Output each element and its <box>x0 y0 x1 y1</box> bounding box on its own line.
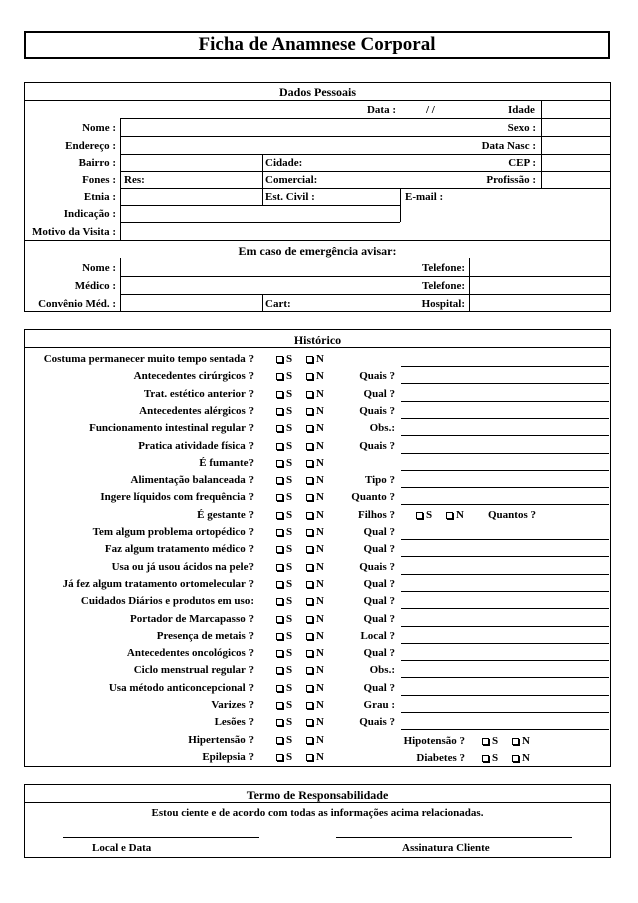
res-label: Res: <box>124 174 145 186</box>
follow-up-label: Qual ? <box>363 543 395 555</box>
follow-up-label: Quais ? <box>359 440 395 452</box>
checkbox-icon <box>306 529 313 536</box>
answer-line[interactable] <box>401 453 609 454</box>
historico-question: Usa método anticoncepcional ? <box>108 682 254 694</box>
checkbox-s[interactable]: S <box>276 388 292 400</box>
historico-question: Epilepsia ? <box>202 751 254 763</box>
checkbox-icon <box>276 685 283 692</box>
telefone-label: Telefone: <box>422 262 465 274</box>
diabetes-checkbox-s[interactable]: S <box>482 752 498 764</box>
hipotensao-checkbox-s[interactable]: S <box>482 735 498 747</box>
checkbox-icon <box>306 512 313 519</box>
hospital-label: Hospital: <box>421 298 465 310</box>
checkbox-icon <box>276 443 283 450</box>
checkbox-s[interactable]: S <box>276 613 292 625</box>
diabetes-checkbox-n[interactable]: N <box>512 752 530 764</box>
checkbox-s[interactable]: S <box>276 353 292 365</box>
checkbox-n[interactable]: N <box>306 682 324 694</box>
checkbox-icon <box>306 494 313 501</box>
checkbox-icon <box>306 425 313 432</box>
checkbox-s[interactable]: S <box>276 630 292 642</box>
historico-question: Usa ou já usou ácidos na pele? <box>111 561 254 573</box>
follow-up-label: Filhos ? <box>358 509 395 521</box>
checkbox-s[interactable]: S <box>276 682 292 694</box>
checkbox-s[interactable]: S <box>276 699 292 711</box>
convenio-label: Convênio Méd. : <box>38 298 116 310</box>
checkbox-s[interactable]: S <box>276 543 292 555</box>
checkbox-icon <box>306 564 313 571</box>
historico-question: Funcionamento intestinal regular ? <box>89 422 254 434</box>
answer-line[interactable] <box>401 470 609 471</box>
follow-up-label: Qual ? <box>363 647 395 659</box>
checkbox-icon <box>306 460 313 467</box>
checkbox-s[interactable]: S <box>276 370 292 382</box>
answer-line[interactable] <box>401 487 609 488</box>
checkbox-icon <box>276 754 283 761</box>
checkbox-icon <box>276 719 283 726</box>
checkbox-n[interactable]: N <box>306 491 324 503</box>
follow-up-label: Quais ? <box>359 370 395 382</box>
checkbox-icon <box>276 737 283 744</box>
profissao-label: Profissão : <box>486 174 536 186</box>
filhos-checkbox-s[interactable]: S <box>416 509 432 521</box>
checkbox-icon <box>306 616 313 623</box>
telefone2-label: Telefone: <box>422 280 465 292</box>
checkbox-icon <box>276 494 283 501</box>
answer-line[interactable] <box>401 643 609 644</box>
checkbox-icon <box>306 702 313 709</box>
dados-pessoais-title: Dados Pessoais <box>278 85 356 99</box>
bairro-label: Bairro : <box>78 157 116 169</box>
etnia-label: Etnia : <box>83 191 116 203</box>
endereco-field[interactable] <box>121 137 471 153</box>
answer-line[interactable] <box>401 574 609 575</box>
historico-question: É fumante? <box>199 457 254 469</box>
checkbox-n[interactable]: N <box>306 699 324 711</box>
checkbox-icon <box>306 356 313 363</box>
checkbox-s[interactable]: S <box>276 474 292 486</box>
idade-label: Idade <box>508 104 535 116</box>
checkbox-icon <box>276 477 283 484</box>
checkbox-s[interactable]: S <box>276 509 292 521</box>
historico-question: Trat. estético anterior ? <box>143 388 254 400</box>
checkbox-n[interactable]: N <box>306 561 324 573</box>
checkbox-icon <box>276 391 283 398</box>
historico-question: Pratica atividade física ? <box>138 440 254 452</box>
historico-question: Portador de Marcapasso ? <box>130 613 254 625</box>
follow-up-label: Quais ? <box>359 405 395 417</box>
comercial-label: Comercial: <box>265 174 318 186</box>
date-field[interactable]: / / <box>426 104 435 116</box>
answer-line[interactable] <box>401 626 609 627</box>
checkbox-icon <box>306 667 313 674</box>
hipotensao-checkbox-n[interactable]: N <box>512 735 530 747</box>
checkbox-n[interactable]: N <box>306 526 324 538</box>
historico-question: Antecedentes alérgicos ? <box>139 405 254 417</box>
follow-up-label: Quanto ? <box>351 491 395 503</box>
checkbox-icon <box>276 512 283 519</box>
checkbox-n[interactable]: N <box>306 716 324 728</box>
historico-question: Ciclo menstrual regular ? <box>133 664 254 676</box>
cidade-label: Cidade: <box>265 157 303 169</box>
answer-line[interactable] <box>401 418 609 419</box>
checkbox-n[interactable]: N <box>306 370 324 382</box>
checkbox-n[interactable]: N <box>306 647 324 659</box>
checkbox-icon <box>276 425 283 432</box>
follow-up-label: Qual ? <box>363 526 395 538</box>
checkbox-icon <box>306 633 313 640</box>
nome-label: Nome : <box>82 122 116 134</box>
checkbox-n[interactable]: N <box>306 578 324 590</box>
follow-up-label: Qual ? <box>363 613 395 625</box>
filhos-checkbox-n[interactable]: N <box>446 509 464 521</box>
page-title: Ficha de Anamnese Corporal <box>24 31 610 59</box>
answer-line[interactable] <box>401 729 609 730</box>
cart-label: Cart: <box>265 298 291 310</box>
checkbox-s[interactable]: S <box>276 734 292 746</box>
historico-question: Presença de metais ? <box>156 630 254 642</box>
answer-line[interactable] <box>401 677 609 678</box>
checkbox-icon <box>276 702 283 709</box>
termo-title: Termo de Responsabilidade <box>246 788 389 802</box>
checkbox-s[interactable]: S <box>276 578 292 590</box>
historico-question: É gestante ? <box>197 509 254 521</box>
follow-up-label: Tipo ? <box>364 474 395 486</box>
checkbox-icon <box>276 598 283 605</box>
checkbox-icon <box>276 408 283 415</box>
follow-up-label: Qual ? <box>363 578 395 590</box>
local-data-label: Local e Data <box>92 842 152 854</box>
checkbox-icon <box>306 754 313 761</box>
checkbox-n[interactable]: N <box>306 422 324 434</box>
follow-up-label: Local ? <box>360 630 395 642</box>
answer-line[interactable] <box>401 383 609 384</box>
checkbox-icon <box>306 581 313 588</box>
checkbox-n[interactable]: N <box>306 734 324 746</box>
follow-up-label: Quais ? <box>359 561 395 573</box>
checkbox-icon <box>306 598 313 605</box>
checkbox-s[interactable]: S <box>276 647 292 659</box>
follow-up-label: Qual ? <box>363 388 395 400</box>
historico-question: Antecedentes cirúrgicos ? <box>133 370 254 382</box>
historico-title: Histórico <box>293 333 342 347</box>
assinatura-label: Assinatura Cliente <box>402 842 490 854</box>
hipotensao-label: Hipotensão ? <box>403 735 465 747</box>
historico-question: Lesões ? <box>214 716 254 728</box>
checkbox-s[interactable]: S <box>276 457 292 469</box>
emergencia-nome-label: Nome : <box>82 262 116 274</box>
checkbox-n[interactable]: N <box>306 543 324 555</box>
checkbox-s[interactable]: S <box>276 405 292 417</box>
checkbox-icon <box>306 546 313 553</box>
checkbox-icon <box>306 408 313 415</box>
historico-question: Varizes ? <box>211 699 254 711</box>
checkbox-s[interactable]: S <box>276 440 292 452</box>
local-data-line[interactable] <box>63 837 259 838</box>
termo-statement: Estou ciente e de acordo com todas as informações acima relacionadas. <box>151 807 484 819</box>
diabetes-label: Diabetes ? <box>416 752 465 764</box>
checkbox-s[interactable]: S <box>276 751 292 763</box>
historico-question: Alimentação balanceada ? <box>130 474 254 486</box>
follow-up-label: Qual ? <box>363 682 395 694</box>
checkbox-s[interactable]: S <box>276 526 292 538</box>
checkbox-icon <box>306 477 313 484</box>
historico-question: Hipertensão ? <box>188 734 254 746</box>
checkbox-n[interactable]: N <box>306 474 324 486</box>
checkbox-s[interactable]: S <box>276 716 292 728</box>
checkbox-icon <box>276 564 283 571</box>
checkbox-icon <box>306 391 313 398</box>
checkbox-s[interactable]: S <box>276 664 292 676</box>
answer-line[interactable] <box>401 591 609 592</box>
checkbox-n[interactable]: N <box>306 457 324 469</box>
checkbox-icon <box>306 373 313 380</box>
email-label: E-mail : <box>405 191 444 203</box>
answer-line[interactable] <box>401 504 609 505</box>
checkbox-icon <box>276 667 283 674</box>
checkbox-n[interactable]: N <box>306 353 324 365</box>
checkbox-s[interactable]: S <box>276 491 292 503</box>
follow-up-label: Grau : <box>363 699 395 711</box>
checkbox-icon <box>306 443 313 450</box>
historico-question: Costuma permanecer muito tempo sentada ? <box>43 353 254 365</box>
checkbox-n[interactable]: N <box>306 405 324 417</box>
answer-line[interactable] <box>401 712 609 713</box>
endereco-label: Endereço : <box>65 140 116 152</box>
checkbox-n[interactable]: N <box>306 509 324 521</box>
checkbox-icon <box>306 685 313 692</box>
est-civil-label: Est. Civil : <box>265 191 315 203</box>
sexo-label: Sexo : <box>507 122 536 134</box>
answer-line[interactable] <box>401 539 609 540</box>
indicacao-label: Indicação : <box>63 208 116 220</box>
checkbox-s[interactable]: S <box>276 595 292 607</box>
checkbox-n[interactable]: N <box>306 630 324 642</box>
checkbox-icon <box>306 737 313 744</box>
medico-label: Médico : <box>74 280 116 292</box>
answer-line[interactable] <box>401 401 609 402</box>
checkbox-s[interactable]: S <box>276 561 292 573</box>
checkbox-icon <box>276 529 283 536</box>
follow-up-label: Quais ? <box>359 716 395 728</box>
answer-line[interactable] <box>401 660 609 661</box>
answer-line[interactable] <box>401 435 609 436</box>
checkbox-icon <box>276 633 283 640</box>
historico-question: Cuidados Diários e produtos em uso: <box>80 595 254 607</box>
follow-up-label: Qual ? <box>363 595 395 607</box>
follow-up-label: Obs.: <box>369 422 395 434</box>
answer-line[interactable] <box>401 366 609 367</box>
checkbox-icon <box>306 650 313 657</box>
checkbox-icon <box>276 581 283 588</box>
fones-label: Fones : <box>82 174 116 186</box>
quantos-label: Quantos ? <box>488 509 536 521</box>
checkbox-icon <box>306 719 313 726</box>
answer-line[interactable] <box>401 695 609 696</box>
historico-question: Já fez algum tratamento ortomelecular ? <box>62 578 254 590</box>
checkbox-icon <box>276 546 283 553</box>
historico-question: Faz algum tratamento médico ? <box>104 543 254 555</box>
checkbox-n[interactable]: N <box>306 440 324 452</box>
data-nasc-label: Data Nasc : <box>481 140 536 152</box>
cep-label: CEP : <box>508 157 536 169</box>
checkbox-icon <box>276 616 283 623</box>
historico-question: Ingere líquidos com frequência ? <box>100 491 254 503</box>
answer-line[interactable] <box>401 556 609 557</box>
checkbox-n[interactable]: N <box>306 751 324 763</box>
emergencia-title: Em caso de emergência avisar: <box>238 244 397 258</box>
answer-line[interactable] <box>401 608 609 609</box>
checkbox-n[interactable]: N <box>306 388 324 400</box>
historico-question: Tem algum problema ortopédico ? <box>92 526 254 538</box>
checkbox-icon <box>276 373 283 380</box>
checkbox-n[interactable]: N <box>306 613 324 625</box>
checkbox-n[interactable]: N <box>306 595 324 607</box>
checkbox-icon <box>276 650 283 657</box>
follow-up-label: Obs.: <box>369 664 395 676</box>
assinatura-line[interactable] <box>336 837 572 838</box>
checkbox-icon <box>276 460 283 467</box>
checkbox-n[interactable]: N <box>306 664 324 676</box>
motivo-label: Motivo da Visita : <box>31 226 116 238</box>
checkbox-icon <box>276 356 283 363</box>
historico-question: Antecedentes oncológicos ? <box>126 647 254 659</box>
checkbox-s[interactable]: S <box>276 422 292 434</box>
nome-field[interactable] <box>121 119 471 135</box>
data-label: Data : <box>366 104 396 116</box>
